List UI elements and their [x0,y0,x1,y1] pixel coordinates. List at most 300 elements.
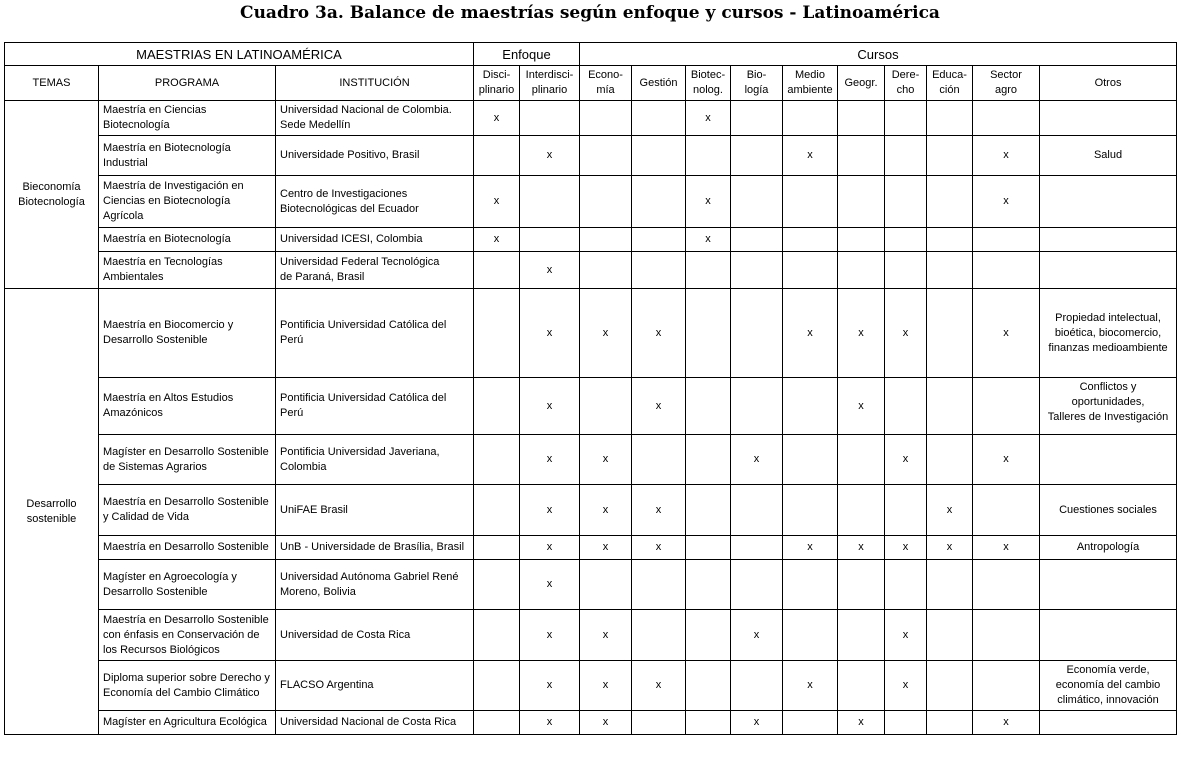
text-line: Pontificia Universidad Católica del [280,319,447,331]
mark-cell-economia: x [580,610,632,661]
mark-cell-economia: x [580,711,632,735]
mark-cell-gestion [632,711,686,735]
table-row [5,136,1177,176]
mark-cell-biologia [731,485,783,536]
text-line: Economía del Cambio Climático [103,686,260,699]
mark-cell-gestion: x [632,289,686,378]
col-header-programa: PROGRAMA [99,66,276,101]
text-line: plinario [478,84,515,96]
mark-cell-disciplinario: x [474,176,520,228]
otros-cell [1040,661,1177,711]
table-row [5,252,1177,289]
text-line: y Calidad de Vida [103,511,190,523]
mark-cell-derecho [885,252,927,289]
otros-cell [1040,289,1177,378]
text-line: Universidade Positivo, Brasil [280,149,420,161]
mark-cell-biologia [731,289,783,378]
text-line: Maestría de Investigación en [103,180,244,192]
text-line: Interdisci- [525,69,574,81]
table-row [5,176,1177,228]
table-row [5,289,1177,378]
mark-cell-biotecnolog [686,435,731,485]
mark-cell-interdisciplinario: x [520,289,580,378]
mark-cell-medio-ambiente: x [783,136,838,176]
text-line: UniFAE Brasil [280,503,348,516]
text-line: Biotec- [690,69,726,81]
text-line: Sector [990,69,1022,81]
programa-cell [99,536,276,560]
mark-cell-disciplinario: x [474,101,520,136]
col-header-sector-agro [973,66,1040,101]
text-line: Maestría en Desarrollo Sostenible [103,613,269,626]
text-line: cho [896,84,915,96]
mark-cell-biotecnolog [686,252,731,289]
mark-cell-derecho [885,560,927,610]
mark-cell-economia [580,252,632,289]
text-line: Talleres de Investigación [1047,411,1169,423]
mark-cell-medio-ambiente [783,560,838,610]
text-line: Maestría en Biotecnología [103,141,231,154]
otros-cell [1040,136,1177,176]
mark-cell-biotecnolog [686,610,731,661]
mark-cell-economia [580,378,632,435]
text-line: Disci- [482,69,511,81]
mark-cell-economia [580,101,632,136]
mark-cell-derecho [885,485,927,536]
mark-cell-geogr: x [838,536,885,560]
mark-cell-sector-agro: x [973,289,1040,378]
text-line: Dere- [891,69,920,81]
mark-cell-disciplinario [474,711,520,735]
otros-cell [1040,176,1177,228]
mark-cell-interdisciplinario [520,101,580,136]
mark-cell-biotecnolog [686,711,731,735]
text-line: Ciencias en Biotecnología [103,195,231,207]
mark-cell-sector-agro: x [973,176,1040,228]
mark-cell-biotecnolog [686,136,731,176]
text-line: UnB - Universidade de Brasília, Brasil [280,541,465,553]
mark-cell-disciplinario [474,289,520,378]
mark-cell-geogr: x [838,378,885,435]
table-row [5,711,1177,735]
tema-cell [5,101,99,289]
mark-cell-derecho [885,176,927,228]
text-line: Universidad Autónoma Gabriel René [280,570,459,583]
mark-cell-medio-ambiente [783,252,838,289]
text-line: mía [596,84,615,96]
mark-cell-biotecnolog: x [686,101,731,136]
mark-cell-biotecnolog [686,378,731,435]
mark-cell-disciplinario [474,536,520,560]
mark-cell-gestion [632,136,686,176]
mark-cell-sector-agro [973,378,1040,435]
institucion-cell [276,435,474,485]
institucion-cell [276,228,474,252]
text-line: Desarrollo Sostenible [103,585,208,598]
mark-cell-geogr [838,252,885,289]
mark-cell-geogr [838,661,885,711]
programa-cell [99,661,276,711]
text-line: economía del cambio [1055,679,1161,691]
otros-cell [1040,560,1177,610]
text-line: Maestría en Biotecnología [103,233,231,245]
mark-cell-educacion [927,661,973,711]
text-line: ambiente [787,84,833,96]
mark-cell-interdisciplinario: x [520,711,580,735]
text-line: climático, innovación [1057,694,1159,706]
text-line: nolog. [693,84,723,96]
institucion-cell [276,661,474,711]
text-line: Magíster en Desarrollo Sostenible [103,445,269,458]
mark-cell-biologia [731,252,783,289]
table-row [5,610,1177,661]
mark-cell-economia: x [580,289,632,378]
table-row [5,101,1177,136]
mark-cell-interdisciplinario: x [520,378,580,435]
text-line: Maestría en Tecnologías [103,256,223,268]
mark-cell-geogr [838,435,885,485]
text-line: finanzas medioambiente [1048,341,1168,354]
mark-cell-interdisciplinario: x [520,560,580,610]
mark-cell-educacion [927,289,973,378]
col-header-geogr: Geogr. [838,66,885,101]
institucion-cell [276,536,474,560]
mark-cell-interdisciplinario [520,176,580,228]
text-line: Magíster en Agroecología y [103,570,237,583]
text-line: Bio- [746,69,767,81]
otros-cell [1040,101,1177,136]
institucion-cell [276,560,474,610]
mark-cell-interdisciplinario [520,228,580,252]
mark-cell-gestion [632,435,686,485]
mark-cell-medio-ambiente [783,378,838,435]
text-line: plinario [531,84,568,96]
text-line: sostenible [26,512,77,525]
mark-cell-educacion [927,610,973,661]
mark-cell-geogr [838,101,885,136]
mark-cell-derecho: x [885,536,927,560]
mark-cell-biologia [731,228,783,252]
mark-cell-interdisciplinario: x [520,136,580,176]
text-line: Maestría en Desarrollo Sostenible [103,496,269,508]
table-row [5,536,1177,560]
text-line: logía [744,84,769,96]
text-line: Maestría en Biocomercio y [103,319,234,331]
masters-table [4,42,1177,735]
mark-cell-disciplinario [474,610,520,661]
table-row [5,560,1177,610]
mark-cell-derecho [885,378,927,435]
col-header-educacion [927,66,973,101]
mark-cell-disciplinario [474,378,520,435]
mark-cell-disciplinario [474,435,520,485]
programa-cell [99,136,276,176]
mark-cell-sector-agro: x [973,136,1040,176]
text-line: Centro de Investigaciones [280,187,408,200]
mark-cell-biologia [731,378,783,435]
otros-cell [1040,485,1177,536]
text-line: Pontificia Universidad Javeriana, [280,445,440,458]
mark-cell-biologia: x [731,711,783,735]
group-header-enfoque: Enfoque [474,43,580,66]
text-line: Educa- [932,69,967,81]
text-line: Moreno, Bolivia [280,585,356,598]
mark-cell-geogr [838,560,885,610]
mark-cell-biotecnolog [686,661,731,711]
mark-cell-educacion [927,228,973,252]
mark-cell-interdisciplinario: x [520,661,580,711]
otros-cell [1040,228,1177,252]
institucion-cell [276,378,474,435]
text-line: Propiedad intelectual, [1055,311,1161,324]
text-line: Industrial [103,156,148,169]
mark-cell-educacion [927,435,973,485]
mark-cell-disciplinario [474,661,520,711]
mark-cell-sector-agro: x [973,536,1040,560]
mark-cell-medio-ambiente: x [783,289,838,378]
text-line: Diploma superior sobre Derecho y [103,671,270,684]
institucion-cell [276,252,474,289]
mark-cell-educacion [927,176,973,228]
programa-cell [99,289,276,378]
mark-cell-sector-agro [973,610,1040,661]
col-header-institucion: INSTITUCIÓN [276,66,474,101]
col-header-interdisciplinario [520,66,580,101]
mark-cell-medio-ambiente [783,228,838,252]
mark-cell-medio-ambiente: x [783,661,838,711]
text-line: agro [994,84,1018,96]
mark-cell-sector-agro [973,485,1040,536]
institucion-cell [276,711,474,735]
programa-cell [99,560,276,610]
text-line: Bieconomía [22,180,81,193]
mark-cell-interdisciplinario: x [520,610,580,661]
mark-cell-geogr [838,485,885,536]
text-line: Conflictos y oportunidades, [1071,381,1145,408]
mark-cell-interdisciplinario: x [520,536,580,560]
mark-cell-derecho: x [885,610,927,661]
mark-cell-economia: x [580,661,632,711]
table-body [5,101,1177,735]
mark-cell-gestion [632,610,686,661]
mark-cell-gestion [632,228,686,252]
mark-cell-sector-agro [973,560,1040,610]
mark-cell-geogr [838,176,885,228]
mark-cell-economia [580,560,632,610]
mark-cell-medio-ambiente [783,610,838,661]
mark-cell-biotecnolog: x [686,228,731,252]
mark-cell-medio-ambiente [783,176,838,228]
mark-cell-disciplinario [474,136,520,176]
text-line: Amazónicos [103,407,163,419]
text-line: de Paraná, Brasil [280,271,365,283]
text-line: Magíster en Agricultura Ecológica [103,716,267,728]
text-line: Perú [280,334,304,346]
table-row [5,485,1177,536]
mark-cell-derecho [885,136,927,176]
text-line: Salud [1093,149,1123,161]
mark-cell-economia: x [580,536,632,560]
table-row [5,378,1177,435]
mark-cell-derecho: x [885,435,927,485]
text-line: Sede Medellín [280,119,351,131]
mark-cell-derecho [885,228,927,252]
mark-cell-gestion: x [632,536,686,560]
mark-cell-biotecnolog [686,289,731,378]
mark-cell-gestion [632,176,686,228]
text-line: Perú [280,407,304,419]
mark-cell-biotecnolog: x [686,176,731,228]
table-row [5,435,1177,485]
text-line: Medio [795,69,825,81]
mark-cell-interdisciplinario: x [520,252,580,289]
mark-cell-sector-agro: x [973,711,1040,735]
programa-cell [99,378,276,435]
mark-cell-biologia [731,136,783,176]
mark-cell-disciplinario [474,252,520,289]
mark-cell-educacion [927,252,973,289]
otros-cell [1040,610,1177,661]
programa-cell [99,101,276,136]
table-row [5,661,1177,711]
col-header-medio-ambiente [783,66,838,101]
institucion-cell [276,289,474,378]
mark-cell-gestion: x [632,661,686,711]
mark-cell-interdisciplinario: x [520,485,580,536]
text-line: Biotecnología [103,119,170,131]
text-line: Desarrollo Sostenible [103,334,208,346]
col-header-derecho [885,66,927,101]
programa-cell [99,610,276,661]
programa-cell [99,485,276,536]
institucion-cell [276,101,474,136]
col-header-economia [580,66,632,101]
mark-cell-sector-agro [973,228,1040,252]
mark-cell-sector-agro [973,252,1040,289]
mark-cell-medio-ambiente [783,485,838,536]
otros-cell [1040,378,1177,435]
text-line: FLACSO Argentina [280,679,374,691]
mark-cell-derecho [885,711,927,735]
col-header-biologia [731,66,783,101]
text-line: Economía verde, [1066,664,1150,676]
mark-cell-educacion: x [927,536,973,560]
col-header-disciplinario [474,66,520,101]
mark-cell-disciplinario [474,560,520,610]
mark-cell-geogr [838,610,885,661]
page-title: Cuadro 3a. Balance de maestrías según enfoque y cursos - Latinoamérica [240,3,940,23]
tema-cell [5,289,99,735]
mark-cell-gestion [632,560,686,610]
text-line: con énfasis en Conservación de [103,628,260,641]
text-line: Econo- [588,69,623,81]
mark-cell-educacion [927,711,973,735]
text-line: Pontificia Universidad Católica del [280,392,447,404]
programa-cell [99,435,276,485]
mark-cell-educacion: x [927,485,973,536]
mark-cell-derecho: x [885,289,927,378]
institucion-cell [276,485,474,536]
text-line: Biotecnológicas del Ecuador [280,202,419,215]
col-header-otros: Otros [1040,66,1177,101]
mark-cell-derecho [885,101,927,136]
mark-cell-medio-ambiente: x [783,536,838,560]
institucion-cell [276,176,474,228]
mark-cell-biologia [731,560,783,610]
table-row [5,228,1177,252]
mark-cell-derecho: x [885,661,927,711]
mark-cell-biologia: x [731,435,783,485]
mark-cell-economia: x [580,485,632,536]
mark-cell-educacion [927,136,973,176]
mark-cell-biotecnolog [686,485,731,536]
otros-cell [1040,536,1177,560]
text-line: Maestría en Desarrollo Sostenible [103,541,269,553]
group-header-maestrias: MAESTRIAS EN LATINOAMÉRICA [5,43,474,66]
text-line: Desarrollo [26,497,77,510]
mark-cell-geogr [838,228,885,252]
mark-cell-geogr [838,136,885,176]
text-line: de Sistemas Agrarios [103,460,207,473]
mark-cell-biologia: x [731,610,783,661]
programa-cell [99,252,276,289]
col-header-gestion: Gestión [632,66,686,101]
mark-cell-biologia [731,176,783,228]
mark-cell-educacion [927,378,973,435]
mark-cell-educacion [927,101,973,136]
mark-cell-interdisciplinario: x [520,435,580,485]
text-line: bioética, biocomercio, [1054,326,1162,339]
col-header-temas: TEMAS [5,66,99,101]
mark-cell-medio-ambiente [783,101,838,136]
col-header-biotecnolog [686,66,731,101]
mark-cell-economia [580,136,632,176]
text-line: Maestría en Altos Estudios [103,392,234,404]
mark-cell-geogr: x [838,711,885,735]
text-line: Universidad ICESI, Colombia [280,233,423,245]
mark-cell-sector-agro [973,101,1040,136]
text-line: Colombia [280,460,327,473]
text-line: Universidad de Costa Rica [280,628,411,641]
mark-cell-economia [580,176,632,228]
programa-cell [99,711,276,735]
mark-cell-disciplinario: x [474,228,520,252]
text-line: Agrícola [103,210,144,222]
text-line: Universidad Nacional de Costa Rica [280,716,457,728]
institucion-cell [276,610,474,661]
otros-cell [1040,711,1177,735]
mark-cell-educacion [927,560,973,610]
mark-cell-disciplinario [474,485,520,536]
text-line: Cuestiones sociales [1059,503,1157,516]
text-line: Universidad Federal Tecnológica [280,256,440,268]
mark-cell-biotecnolog [686,560,731,610]
column-header-row [5,66,1177,101]
mark-cell-gestion: x [632,378,686,435]
mark-cell-geogr: x [838,289,885,378]
text-line: Universidad Nacional de Colombia. [280,104,452,116]
mark-cell-economia: x [580,435,632,485]
mark-cell-medio-ambiente [783,435,838,485]
institucion-cell [276,136,474,176]
programa-cell [99,228,276,252]
mark-cell-gestion [632,101,686,136]
text-line: Biotecnología [18,195,85,208]
mark-cell-biotecnolog [686,536,731,560]
programa-cell [99,176,276,228]
mark-cell-biologia [731,536,783,560]
text-line: los Recursos Biológicos [103,643,220,656]
